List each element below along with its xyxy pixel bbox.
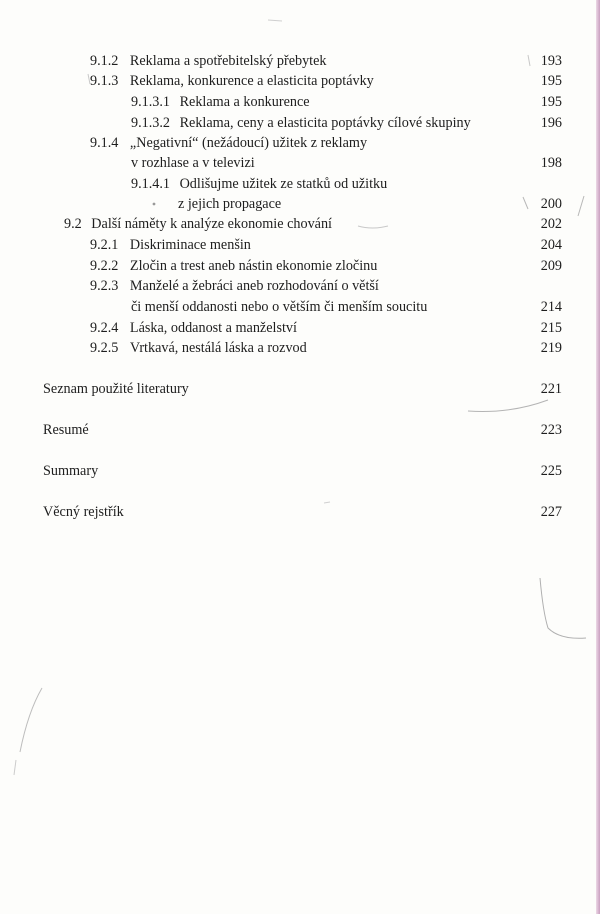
toc-number: 9.2.2	[90, 258, 119, 274]
toc-number: 9.1.3.1	[131, 94, 171, 110]
toc-page-number: 204	[540, 237, 562, 253]
toc-number: 9.2.4	[90, 320, 119, 336]
toc-page-number: 223	[540, 422, 562, 438]
toc-title: Manželé a žebráci aneb rozhodování o větší	[129, 278, 379, 294]
toc-number: 9.1.2	[90, 53, 119, 69]
toc-number: 9.1.3	[90, 73, 119, 89]
toc-title-continuation: či menší oddanosti nebo o větším či menším soucitu	[131, 299, 428, 315]
toc-title: Reklama, ceny a elasticita poptávky cílové skupiny	[179, 115, 471, 131]
toc-title: Další náměty k analýze ekonomie chování	[91, 216, 332, 232]
toc-number: 9.1.3.2	[131, 115, 171, 131]
toc-title: Reklama a konkurence	[179, 94, 310, 110]
toc-number: 9.1.4.1	[131, 176, 171, 192]
toc-entry-index: Věcný rejstřík	[43, 504, 124, 520]
toc-page-number: 219	[540, 340, 562, 356]
toc-number: 9.2.3	[90, 278, 119, 294]
toc-title-continuation: z jejich propagace	[178, 196, 282, 212]
toc-number: 9.1.4	[90, 135, 119, 151]
toc-page-number: 209	[540, 258, 562, 274]
toc-page-number: 196	[540, 115, 562, 131]
toc-title: „Negativní“ (nežádoucí) užitek z reklamy	[129, 135, 368, 151]
toc-title: Reklama, konkurence a elasticita poptávky	[129, 73, 374, 89]
toc-page-number: 193	[540, 53, 562, 69]
toc-title: Zločin a trest aneb nástin ekonomie zločinu	[129, 258, 378, 274]
toc-title: Vrtkavá, nestálá láska a rozvod	[129, 340, 307, 356]
toc-page-number: 198	[540, 155, 562, 171]
toc-page-number: 215	[540, 320, 562, 336]
toc-title: Reklama a spotřebitelský přebytek	[129, 53, 327, 69]
toc-page-number: 227	[540, 504, 562, 520]
toc-title-continuation: v rozhlase a v televizi	[131, 155, 255, 171]
toc-number: 9.2	[64, 216, 82, 232]
toc-title: Odlišujme užitek ze statků od užitku	[179, 176, 388, 192]
toc-number: 9.2.1	[90, 237, 119, 253]
toc-entry-summary: Summary	[43, 463, 99, 479]
toc-entry-bibliography: Seznam použité literatury	[43, 381, 189, 397]
toc-page-number: 202	[540, 216, 562, 232]
toc-page-number: 195	[540, 94, 562, 110]
toc-page-number: 200	[540, 196, 562, 212]
toc-title: Diskriminace menšin	[129, 237, 251, 253]
toc-page-number: 225	[540, 463, 562, 479]
toc-title: Láska, oddanost a manželství	[129, 320, 297, 336]
toc-page-number: 214	[540, 299, 562, 315]
toc-number: 9.2.5	[90, 340, 119, 356]
toc-entry-resume: Resumé	[43, 422, 89, 438]
toc-page-number: 195	[540, 73, 562, 89]
toc-page-number: 221	[540, 381, 562, 397]
page-edge	[596, 0, 600, 914]
